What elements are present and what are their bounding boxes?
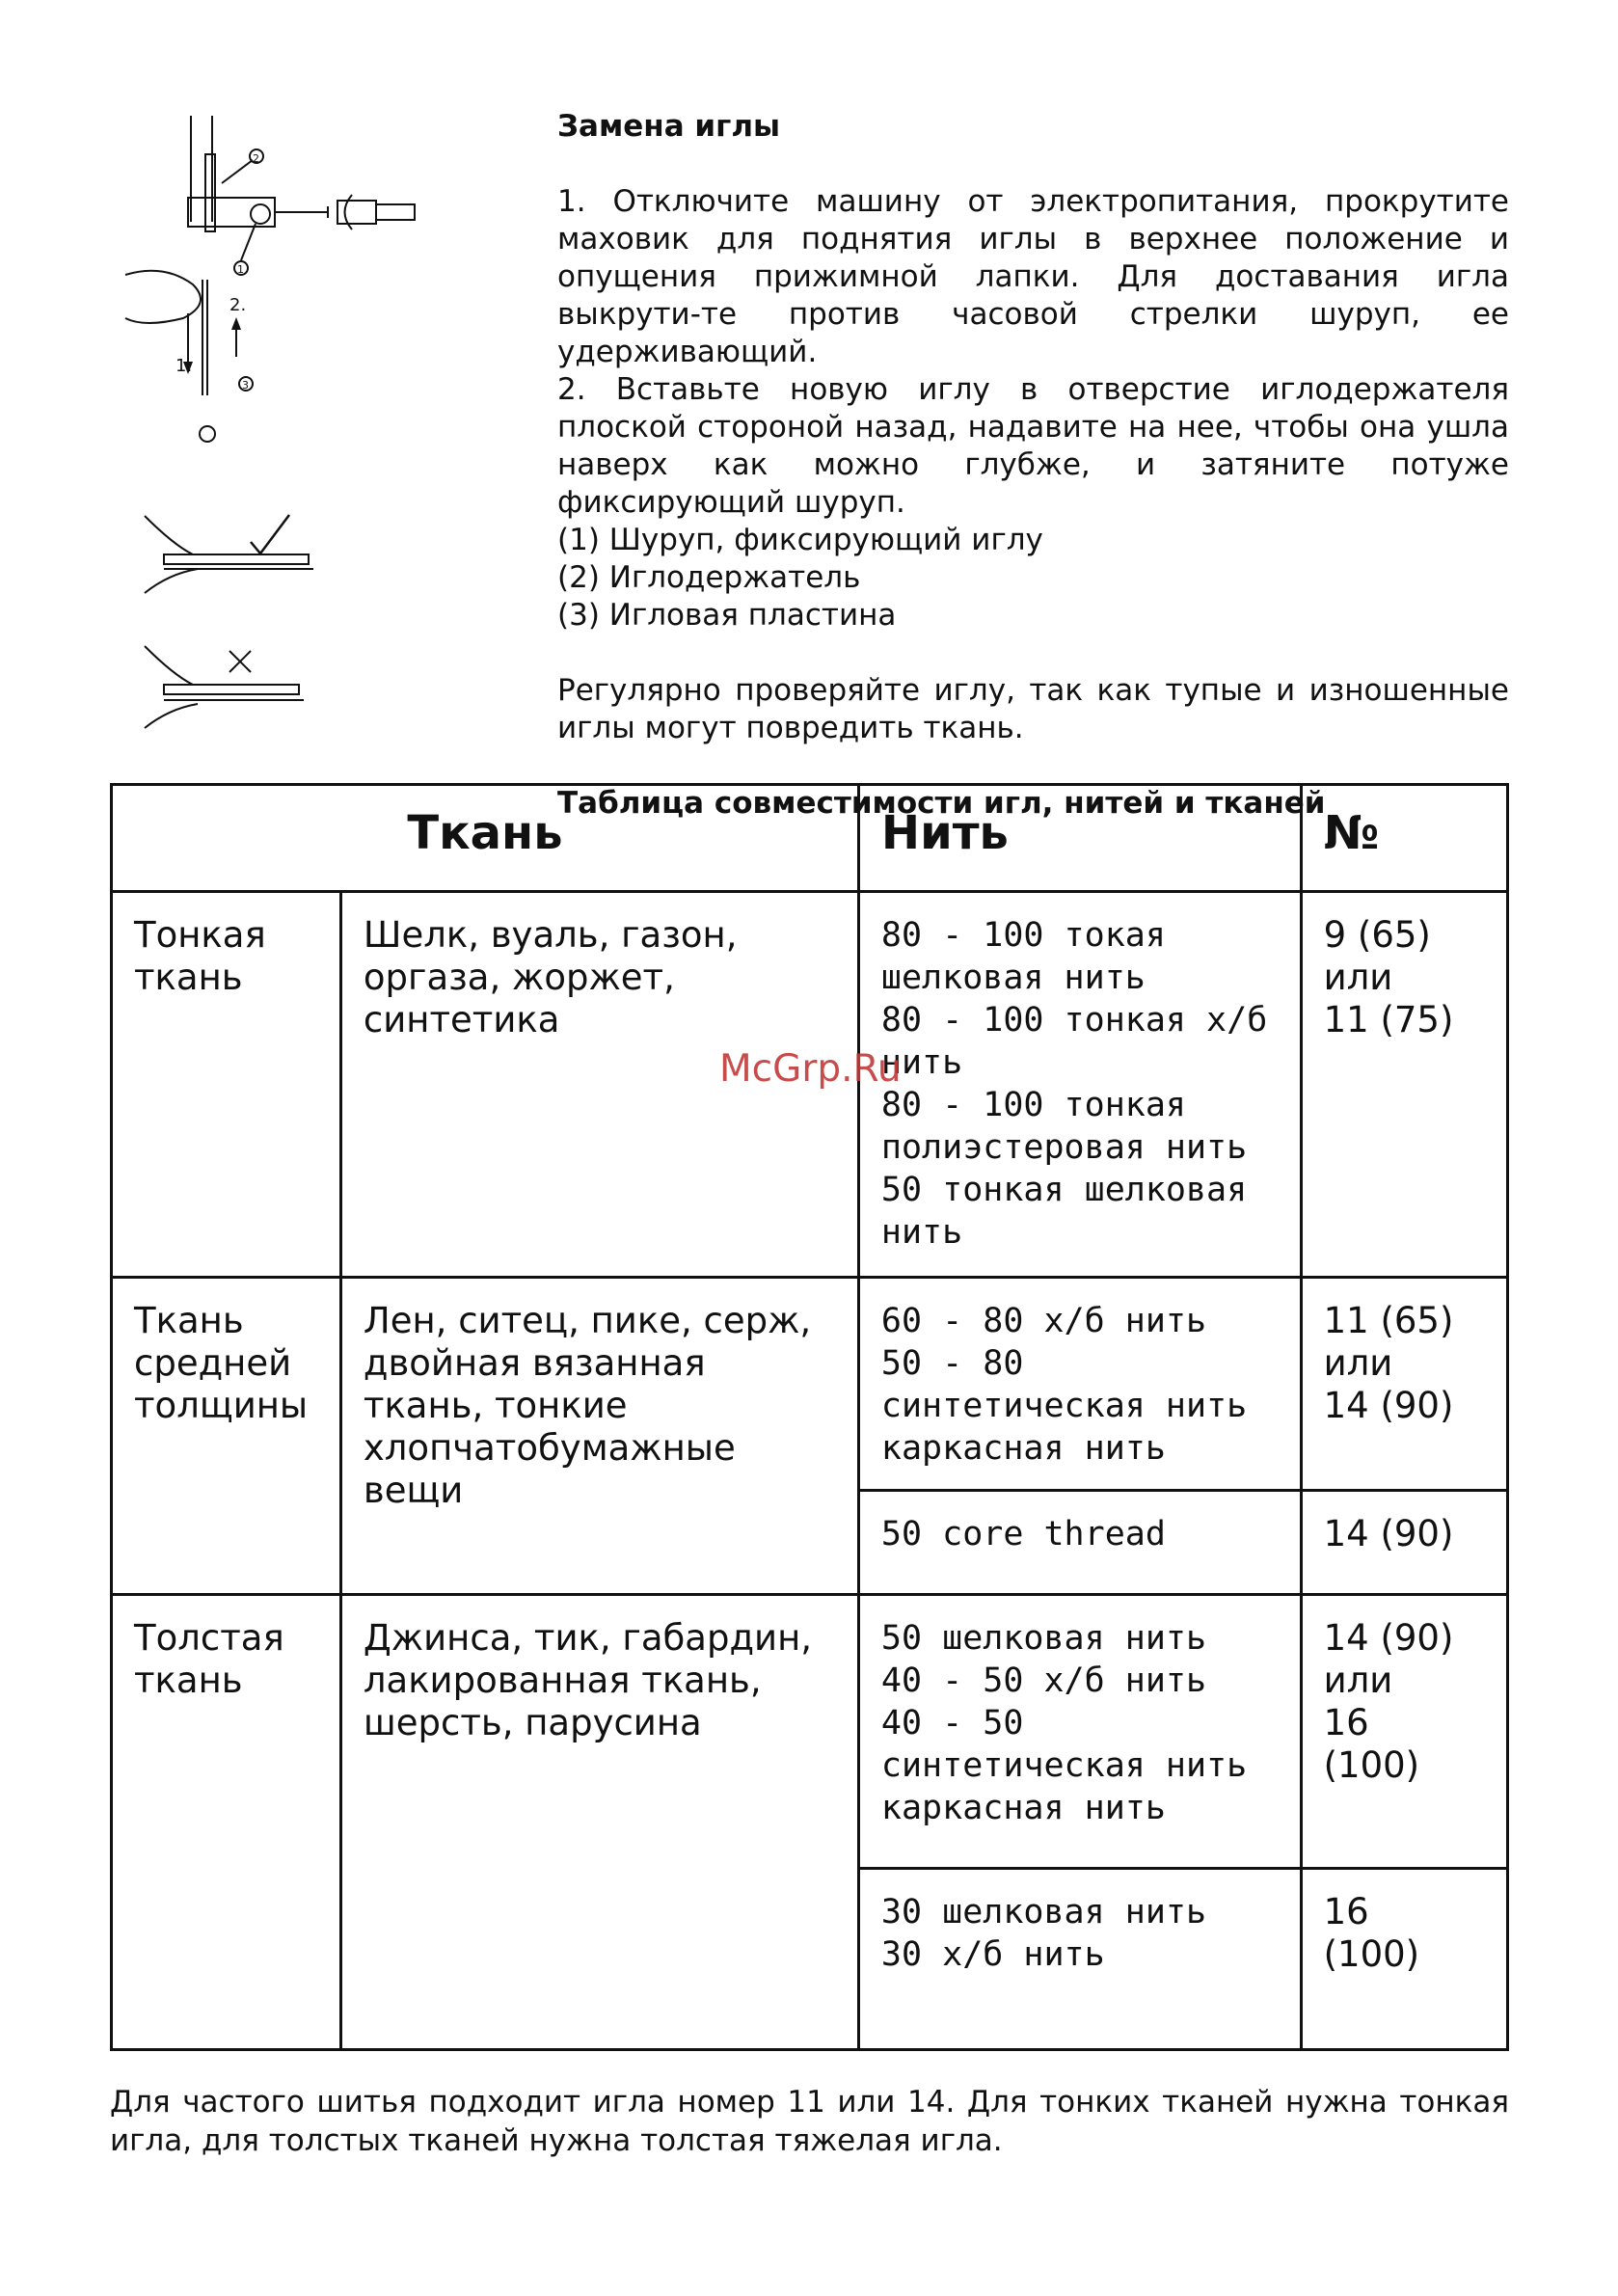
needle-cell: 16 (100) bbox=[1301, 1869, 1507, 2050]
thread-cell: 50 core thread bbox=[858, 1491, 1301, 1595]
thread-cell: 50 шелковая нить 40 - 50 х/б нить 40 - 50 синтетическая нить каркасная нить bbox=[858, 1595, 1301, 1869]
instruction-step-2: 2. Вставьте новую иглу в отверстие иглодержателя плоской стороной назад, надавите на нее, чтобы она ушла наверх как можно глубже, и затяните потуже фиксирующий шуруп. bbox=[557, 372, 1509, 520]
needle-cell: 9 (65) или 11 (75) bbox=[1301, 892, 1507, 1278]
fabric-category: Толстая ткань bbox=[112, 1595, 341, 2050]
fabric-category: Тонкая ткань bbox=[112, 892, 341, 1278]
needle-cell: 14 (90) или 16 (100) bbox=[1301, 1595, 1507, 1869]
thread-cell: 80 - 100 токая шелковая нить 80 - 100 тонкая х/б нить 80 - 100 тонкая полиэстеровая нить 50 тонкая шелковая нить bbox=[858, 892, 1301, 1278]
label-part-3: 3 bbox=[242, 379, 249, 392]
header-thread: Нить bbox=[858, 785, 1301, 892]
label-step-1: 1. bbox=[175, 356, 193, 376]
part-item: (3) Игловая пластина bbox=[557, 598, 897, 633]
check-note: Регулярно проверяйте иглу, так как тупые и изношенные иглы могут повредить ткань. bbox=[557, 673, 1509, 745]
needle-cell: 14 (90) bbox=[1301, 1491, 1507, 1595]
label-part-1: 1 bbox=[237, 263, 244, 276]
needle-check-incorrect-illustration bbox=[116, 636, 328, 743]
part-item: (2) Иглодержатель bbox=[557, 560, 861, 595]
part-item: (1) Шуруп, фиксирующий иглу bbox=[557, 523, 1043, 557]
fabric-examples: Лен, ситец, пике, серж, двойная вязанная ткань, тонкие хлопчатобумажные вещи bbox=[340, 1278, 858, 1595]
header-fabric: Ткань bbox=[112, 785, 859, 892]
fabric-examples: Шелк, вуаль, газон, оргаза, жоржет, синтетика bbox=[340, 892, 858, 1278]
watermark: McGrp.Ru bbox=[719, 1047, 902, 1091]
label-step-2: 2. bbox=[229, 295, 247, 315]
table-title: Таблица совместимости игл, нитей и тканей bbox=[557, 786, 1326, 821]
needle-replacement-illustration bbox=[106, 106, 424, 463]
table-header-row bbox=[112, 785, 1508, 892]
fabric-category: Ткань средней толщины bbox=[112, 1278, 341, 1595]
needle-check-correct-illustration bbox=[116, 501, 328, 608]
thread-cell: 60 - 80 х/б нить 50 - 80 синтетическая нить каркасная нить bbox=[858, 1278, 1301, 1491]
label-part-2: 2 bbox=[253, 152, 259, 165]
needle-cell: 11 (65) или 14 (90) bbox=[1301, 1278, 1507, 1491]
table-row bbox=[112, 1278, 1508, 1491]
compatibility-table bbox=[110, 783, 1509, 2051]
fabric-examples: Джинса, тик, габардин, лакированная ткань, шерсть, парусина bbox=[340, 1595, 858, 2050]
instructions-text bbox=[557, 108, 1509, 823]
footer-note: Для частого шитья подходит игла номер 11 или 14. Для тонких тканей нужна тонкая игла, для толстых тканей нужна толстая тяжелая игла. bbox=[110, 2085, 1509, 2158]
section-title: Замена иглы bbox=[557, 109, 781, 144]
thread-cell: 30 шелковая нить 30 х/б нить bbox=[858, 1869, 1301, 2050]
instruction-step-1: 1. Отключите машину от электропитания, прокрутите маховик для поднятия иглы в верхнее положение и опущения прижимной лапки. Для доставания игла выкрути-те против часовой стрелки шуруп, ее удерживающий. bbox=[557, 184, 1509, 369]
table-row bbox=[112, 1595, 1508, 1869]
header-needle-number: № bbox=[1301, 785, 1507, 892]
